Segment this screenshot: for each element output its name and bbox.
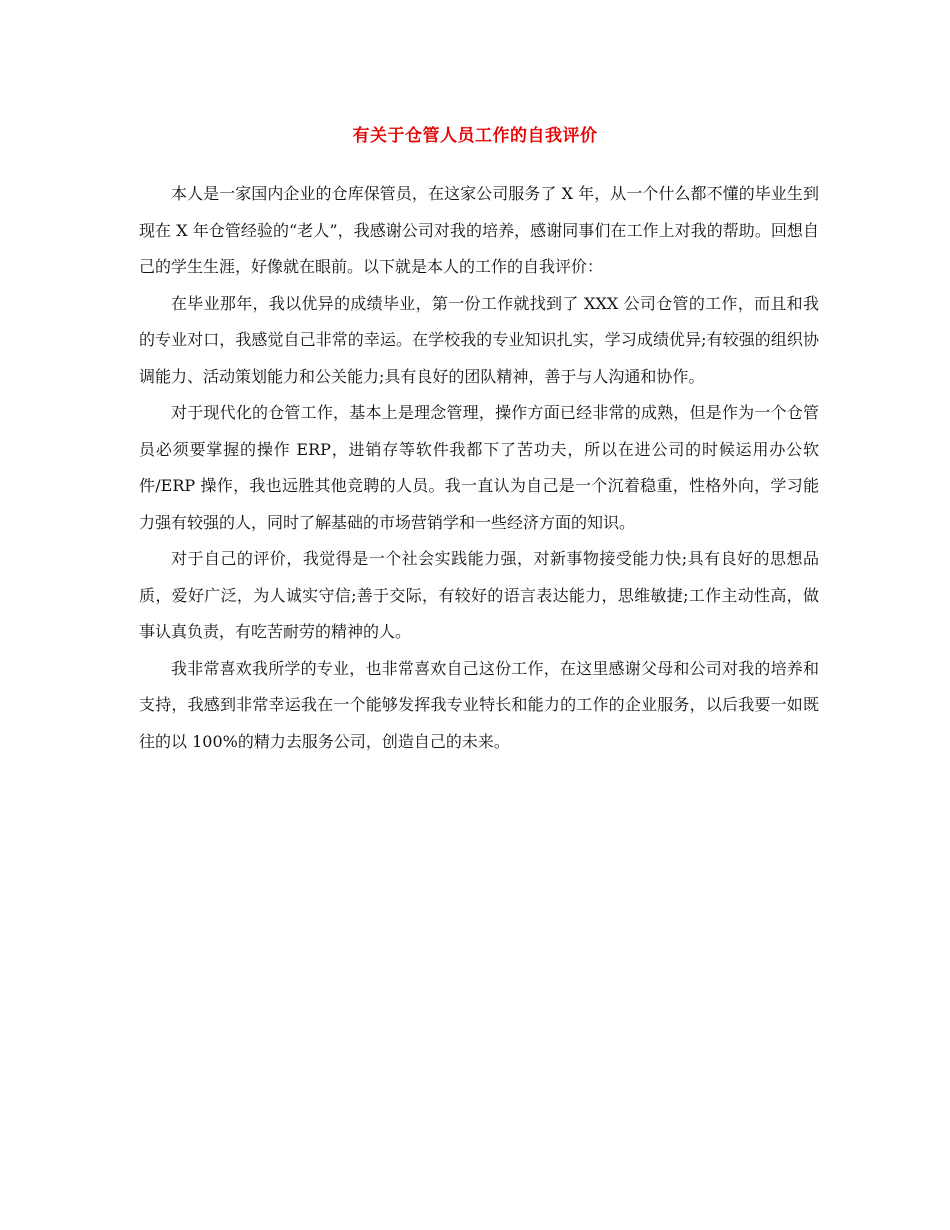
paragraph-2: 在毕业那年，我以优异的成绩毕业，第一份工作就找到了 XXX 公司仓管的工作，而且和我的专业对口，我感觉自己非常的幸运。在学校我的专业知识扎实，学习成绩优异;有较强的组织协调能力、活动策划能力和公关能力;具有良好的团队精神，善于与人沟通和协作。 <box>139 293 819 386</box>
paragraph-4: 对于自己的评价，我觉得是一个社会实践能力强，对新事物接受能力快;具有良好的思想品质，爱好广泛，为人诚实守信;善于交际，有较好的语言表达能力，思维敏捷;工作主动性高，做事认真负责，有吃苦耐劳的精神的人。 <box>139 549 819 641</box>
document-body <box>139 176 819 760</box>
paragraph-5: 我非常喜欢我所学的专业，也非常喜欢自己这份工作，在这里感谢父母和公司对我的培养和支持，我感到非常幸运我在一个能够发挥我专业特长和能力的工作的企业服务，以后我要一如既往的以 100%的精力去服务公司，创造自己的未来。 <box>139 658 819 751</box>
paragraph-1: 本人是一家国内企业的仓库保管员，在这家公司服务了 X 年，从一个什么都不懂的毕业生到现在 X 年仓管经验的“老人”，我感谢公司对我的培养，感谢同事们在工作上对我的帮助。回想自己的学生生涯，好像就在眼前。以下就是本人的工作的自我评价： <box>139 184 819 276</box>
document-title: 有关于仓管人员工作的自我评价 <box>352 126 598 146</box>
paragraph-3: 对于现代化的仓管工作，基本上是理念管理，操作方面已经非常的成熟，但是作为一个仓管员必须要掌握的操作 ERP，进销存等软件我都下了苦功夫，所以在进公司的时候运用办公软件/ERP 操作，我也远胜其他竞聘的人员。我一直认为自己是一个沉着稳重，性格外向，学习能力强有较强的人，同时了解基础的市场营销学和一些经济方面的知识。 <box>139 403 819 532</box>
